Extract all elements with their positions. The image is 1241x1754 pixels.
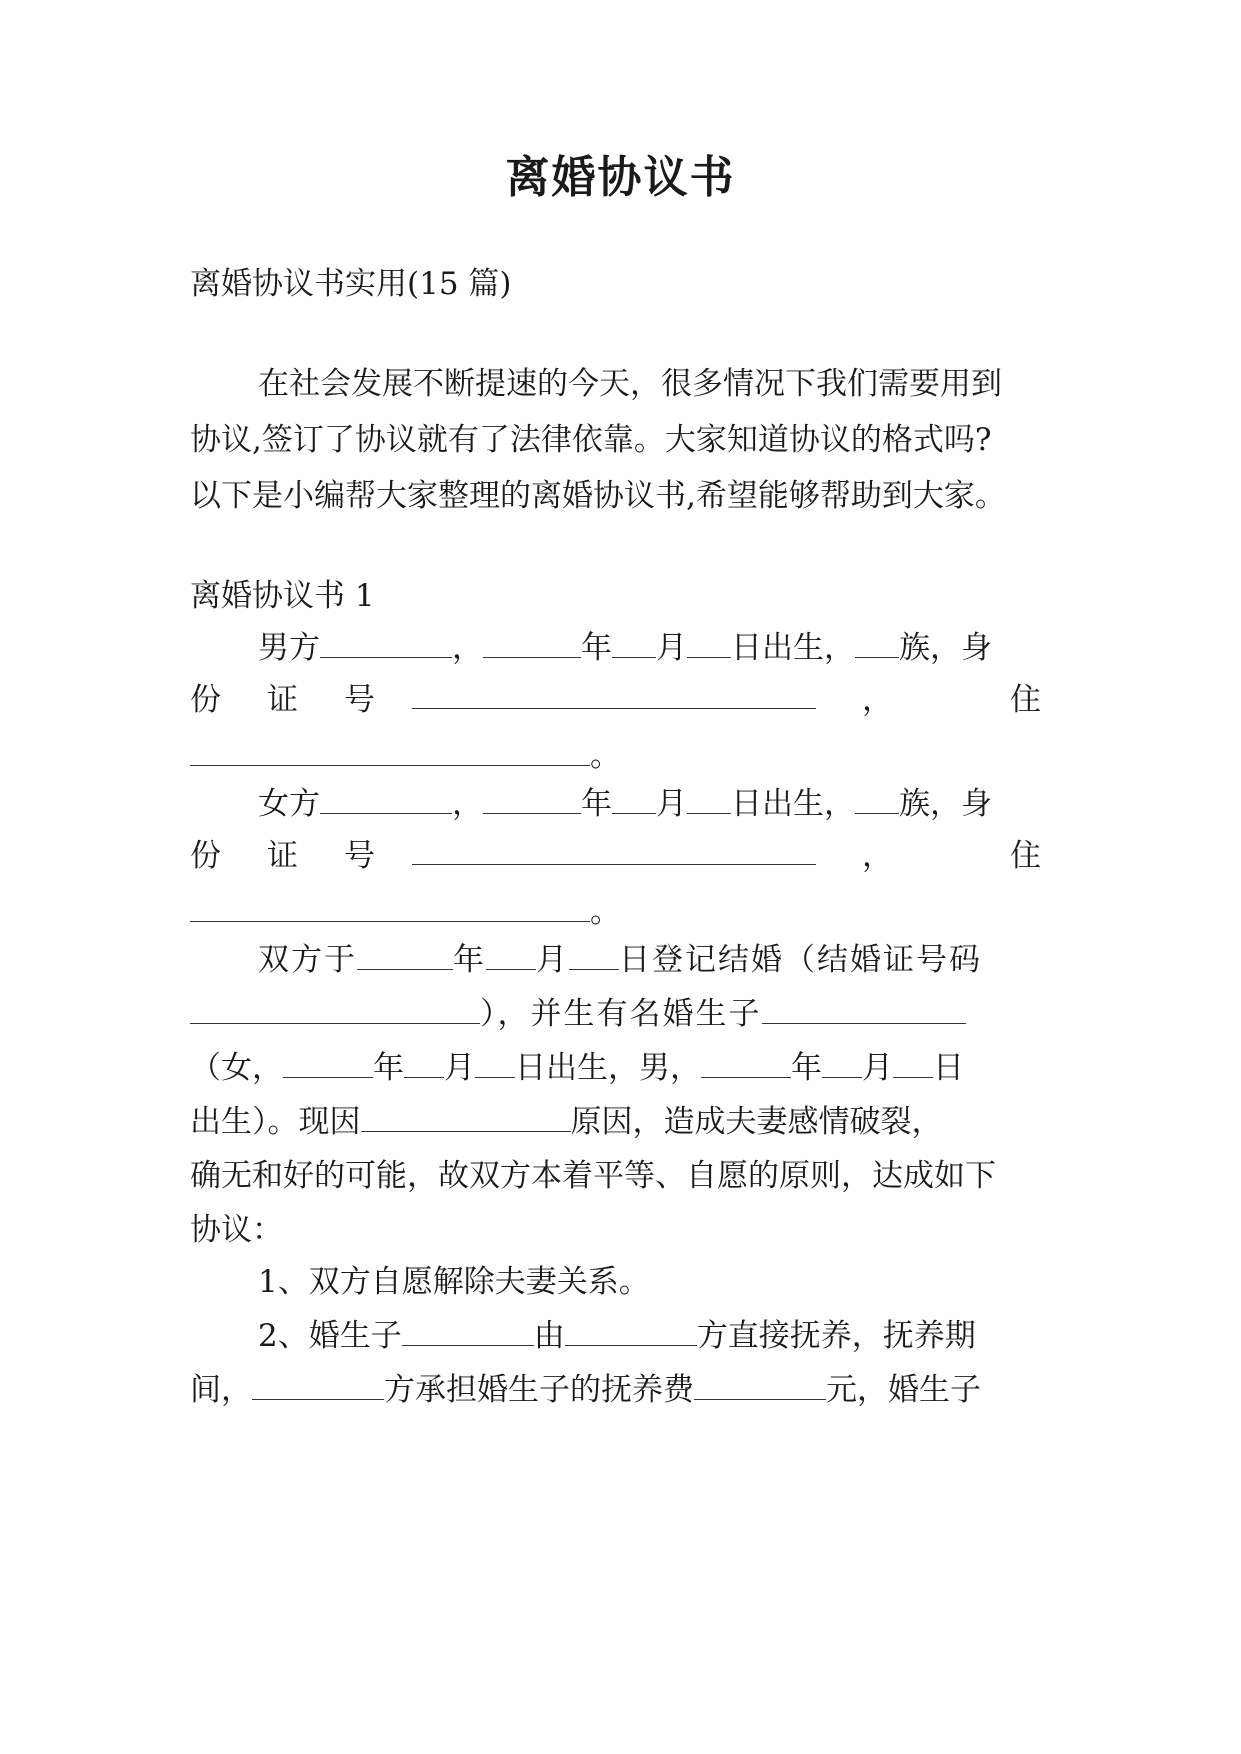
- daughter-day-blank: [475, 1047, 515, 1078]
- male-month-label: 月: [656, 630, 687, 666]
- agreement-item-2-line-2: [190, 1368, 981, 1412]
- female-day-blank: [687, 783, 731, 814]
- payer-blank: [252, 1369, 384, 1400]
- female-name-blank: [320, 783, 452, 814]
- support-amount-blank: [694, 1369, 826, 1400]
- reason-blank: [361, 1101, 571, 1132]
- male-id-char-2: 证: [267, 682, 298, 718]
- female-address-blank: [190, 891, 590, 922]
- male-id-char-3: 号: [344, 682, 375, 718]
- marriage-line-2: [190, 992, 966, 1036]
- male-address-blank: [190, 735, 590, 766]
- intro-line-1: 在社会发展不断提速的今天，很多情况下我们需要用到: [258, 366, 1002, 402]
- marriage-line-4: [190, 1100, 943, 1144]
- female-address-line: [190, 890, 621, 934]
- male-live-label: 住: [1010, 682, 1041, 718]
- male-year-label: 年: [581, 630, 612, 666]
- male-day-blank: [687, 627, 731, 658]
- male-ethnic-blank: [855, 627, 899, 658]
- female-year-label: 年: [581, 786, 612, 822]
- female-comma: ，: [452, 786, 483, 822]
- certificate-number-blank: [190, 993, 480, 1024]
- female-id-char-3: 号: [344, 838, 375, 874]
- document-subtitle: 离婚协议书实用(15 篇): [190, 266, 512, 302]
- agreement-item-1: 1、双方自愿解除夫妻关系。: [258, 1264, 650, 1300]
- male-comma: ，: [452, 630, 483, 666]
- male-address-line: [190, 734, 621, 778]
- female-id-comma: ，: [862, 838, 893, 874]
- son-label: 日出生，男，: [515, 1050, 701, 1086]
- male-id-comma: ，: [862, 682, 893, 718]
- son-day-blank: [893, 1047, 933, 1078]
- female-info-line: [258, 782, 992, 826]
- item2-text-e: 方承担婚生子的抚养费: [384, 1372, 694, 1408]
- marriage-line-3: [190, 1046, 964, 1090]
- daughter-month-blank: [404, 1047, 444, 1078]
- intro-line-2: 协议,签订了协议就有了法律依靠。大家知道协议的格式吗?: [190, 422, 992, 458]
- daughter-label: （女，: [190, 1050, 283, 1086]
- item2-text-d: 间，: [190, 1372, 252, 1408]
- male-month-blank: [612, 627, 656, 658]
- marriage-line-6: 协议：: [190, 1212, 283, 1248]
- male-id-char-1: 份: [190, 682, 221, 718]
- children-count-blank: [762, 993, 966, 1024]
- female-end-mark: 。: [590, 894, 621, 930]
- male-label: 男方: [258, 630, 320, 666]
- male-ethnic-label: 族，身: [899, 630, 992, 666]
- male-born-label: 日出生，: [731, 630, 855, 666]
- intro-line-3: 以下是小编帮大家整理的离婚协议书,希望能够帮助到大家。: [190, 478, 1006, 514]
- marriage-year-blank: [357, 939, 453, 970]
- male-info-line: [258, 626, 992, 670]
- female-id-char-1: 份: [190, 838, 221, 874]
- item2-text-a: 2、婚生子: [258, 1318, 402, 1354]
- female-label: 女方: [258, 786, 320, 822]
- male-id-blank: [412, 678, 816, 709]
- marriage-year-label: 年: [453, 942, 486, 978]
- reason-suffix: 原因，造成夫妻感情破裂，: [570, 1104, 943, 1140]
- male-year-blank: [483, 627, 581, 658]
- custodian-blank: [565, 1315, 697, 1346]
- child-name-blank: [402, 1315, 534, 1346]
- female-id-blank: [412, 834, 816, 865]
- marriage-children-text: ），并生有名婚生子: [480, 996, 762, 1032]
- item2-text-c: 方直接抚养，抚养期: [696, 1318, 976, 1354]
- document-title: 离婚协议书: [505, 152, 736, 203]
- son-month-label: 月: [862, 1050, 893, 1086]
- marriage-month-blank: [486, 939, 536, 970]
- female-ethnic-blank: [855, 783, 899, 814]
- item2-text-b: 由: [533, 1318, 565, 1354]
- female-born-label: 日出生，: [731, 786, 855, 822]
- marriage-text-a: 双方于: [258, 942, 357, 978]
- female-month-label: 月: [656, 786, 687, 822]
- female-ethnic-label: 族，身: [899, 786, 992, 822]
- marriage-line-1: [258, 938, 982, 982]
- daughter-month-label: 月: [444, 1050, 475, 1086]
- son-year-blank: [701, 1047, 791, 1078]
- marriage-text-rest: 日登记结婚（结婚证号码: [619, 942, 982, 978]
- son-day-label: 日: [933, 1050, 964, 1086]
- marriage-line-5: 确无和好的可能，故双方本着平等、自愿的原则，达成如下: [190, 1158, 996, 1194]
- female-year-blank: [483, 783, 581, 814]
- male-name-blank: [320, 627, 452, 658]
- son-year-label: 年: [791, 1050, 822, 1086]
- female-id-char-2: 证: [267, 838, 298, 874]
- reason-prefix: 出生）。现因: [190, 1104, 361, 1140]
- marriage-month-label: 月: [536, 942, 569, 978]
- item2-text-f: 元，婚生子: [826, 1372, 981, 1408]
- female-month-blank: [612, 783, 656, 814]
- son-month-blank: [822, 1047, 862, 1078]
- marriage-day-blank: [569, 939, 619, 970]
- female-live-label: 住: [1010, 838, 1041, 874]
- daughter-year-blank: [283, 1047, 373, 1078]
- male-end-mark: 。: [590, 738, 621, 774]
- agreement-item-2-line-1: [258, 1314, 976, 1358]
- daughter-year-label: 年: [373, 1050, 404, 1086]
- section-heading: 离婚协议书 1: [190, 578, 375, 614]
